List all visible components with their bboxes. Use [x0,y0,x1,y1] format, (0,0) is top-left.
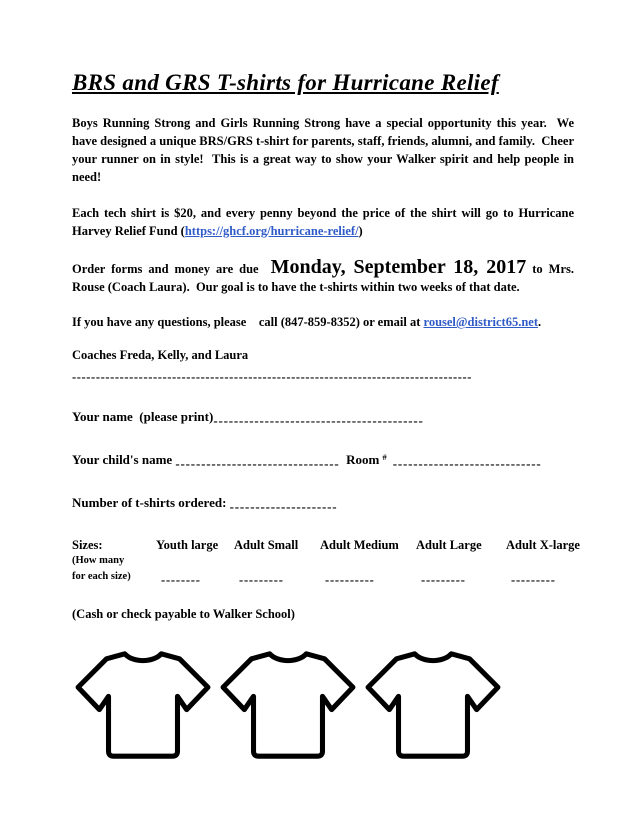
hurricane-relief-link[interactable]: https://ghcf.org/hurricane-relief/ [184,223,359,238]
due-text-pre: Order forms and money are due [72,261,271,276]
price-paragraph [72,204,578,240]
child-name-blank-line: -------------------------------- [175,456,340,469]
tshirt-outline-icon [217,646,359,764]
child-name-field-label: Your child's name [72,452,176,468]
size-blank-adult-small: --------- [239,572,284,587]
qty-field-label: Number of t-shirts ordered: [72,495,230,511]
size-header-youth-large: Youth large [156,538,219,553]
size-header-adult-medium: Adult Medium [320,538,399,553]
size-header-adult-large: Adult Large [416,538,482,553]
dashed-divider: ------------------------------------------------------------------------------------ [72,370,473,385]
child-name-field-line [72,452,574,468]
qty-field-line [72,495,574,511]
due-paragraph [72,255,578,296]
price-text: Each tech shirt is $20, and every penny beyond the price of the shirt will go to Hurricane Harvey Relief Fund ( [72,205,578,238]
tshirt-outline-icon [362,646,504,764]
questions-text-pre: If you have any questions, please call (847-859-8352) or email at [72,315,424,329]
payment-note: (Cash or check payable to Walker School) [72,606,295,621]
size-header-adult-small: Adult Small [234,538,299,553]
qty-blank-line: --------------------- [229,499,338,512]
questions-paragraph [72,313,574,331]
due-date: Monday, September 18, 2017 [270,255,527,278]
questions-text-post: . [538,315,542,329]
due-text-post: to Mrs. Rouse (Coach Laura). Our goal is to have the t-shirts within two weeks of that date. [72,261,578,294]
tshirt-outline-icon [72,646,214,764]
tshirt-images [72,646,574,764]
coaches-line: Coaches Freda, Kelly, and Laura [72,348,249,363]
size-blank-youth-large: -------- [161,572,201,587]
room-field-label: Room [339,452,383,468]
size-blank-adult-xlarge: --------- [511,572,556,587]
name-field-label: Your name (please print) [72,409,214,425]
intro-paragraph: Boys Running Strong and Girls Running Strong have a special opportunity this year. We have designed a unique BRS/GRS t-shirt for parents, staff, friends, alumni, and family. Cheer your runner on in style! This is a great way to show your Walker spirit and help people in need! [72,116,578,185]
name-field-line [72,409,574,425]
sizes-note-line1: (How many [72,555,125,567]
name-blank-line: ----------------------------------------- [213,413,424,426]
sizes-section [72,538,580,587]
room-blank-line: ----------------------------- [392,456,542,469]
room-number-hash: # [382,452,387,463]
sizes-note-line2: for each size) [72,570,131,582]
email-link[interactable]: rousel@district65.net [423,315,539,329]
size-header-adult-xlarge: Adult X-large [506,538,580,553]
price-text-close: ) [358,223,363,238]
sizes-label: Sizes: [72,538,103,553]
page-title: BRS and GRS T-shirts for Hurricane Relief [72,70,499,95]
size-blank-adult-medium: ---------- [325,572,375,587]
size-blank-adult-large: --------- [421,572,466,587]
